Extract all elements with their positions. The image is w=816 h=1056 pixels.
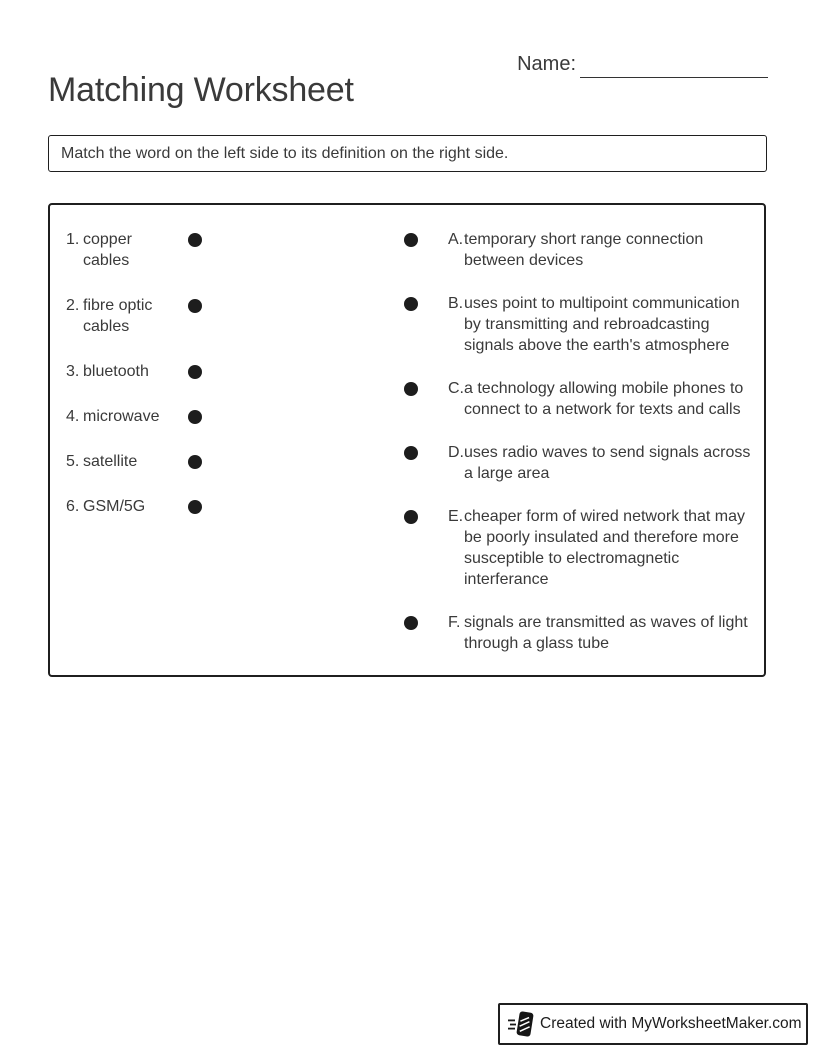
- word-text: copper cables: [83, 231, 132, 269]
- word-item: [66, 451, 202, 472]
- name-blank-line: [580, 52, 768, 78]
- definition-match-dot[interactable]: [404, 510, 418, 524]
- definition-letter: B.: [448, 295, 464, 312]
- definition-text: cheaper form of wired network that may be poorly insulated and therefore more susceptible to electromagnetic interferance: [464, 508, 746, 588]
- definition-match-dot[interactable]: [404, 233, 418, 247]
- footer-credit-box: [498, 1003, 808, 1045]
- word-text: satellite: [83, 453, 138, 470]
- matching-area: [48, 203, 766, 677]
- definition-text: temporary short range connection between devices: [464, 231, 704, 269]
- definition-text: uses radio waves to send signals across a large area: [464, 444, 751, 482]
- definition-letter: E.: [448, 508, 464, 525]
- definition-text: uses point to multipoint communication by transmitting and rebroadcasting signals above the earth's atmosphere: [464, 295, 740, 354]
- footer-credit-link[interactable]: Created with MyWorksheetMaker.com: [540, 1015, 802, 1032]
- instructions-box: [48, 135, 767, 172]
- definition-item: [404, 378, 764, 420]
- word-number: 3.: [66, 363, 80, 380]
- word-number: 2.: [66, 297, 80, 314]
- definition-item: [404, 506, 764, 590]
- word-number: 5.: [66, 453, 80, 470]
- definition-text: a technology allowing mobile phones to connect to a network for texts and calls: [464, 380, 744, 418]
- word-item: [66, 361, 202, 382]
- word-text: bluetooth: [83, 363, 149, 380]
- definition-item: [404, 612, 764, 654]
- word-number: 6.: [66, 498, 80, 515]
- definition-item: [404, 442, 764, 484]
- definition-letter: A.: [448, 231, 464, 248]
- word-number: 1.: [66, 231, 80, 248]
- word-match-dot[interactable]: [188, 299, 202, 313]
- definitions-column: [404, 229, 764, 676]
- name-label: Name:: [517, 53, 576, 75]
- definition-letter: D.: [448, 444, 464, 461]
- word-item: [66, 295, 202, 337]
- definition-letter: F.: [448, 614, 461, 631]
- instructions-text: Match the word on the left side to its definition on the right side.: [61, 144, 509, 162]
- word-match-dot[interactable]: [188, 455, 202, 469]
- words-column: [66, 229, 404, 541]
- word-match-dot[interactable]: [188, 410, 202, 424]
- word-item: [66, 496, 202, 517]
- definition-match-dot[interactable]: [404, 382, 418, 396]
- worksheet-maker-logo-icon: [508, 1009, 534, 1039]
- word-text: GSM/5G: [83, 498, 146, 515]
- name-field: [517, 50, 768, 78]
- word-text: fibre optic cables: [83, 297, 153, 335]
- definition-item: [404, 293, 764, 356]
- word-item: [66, 229, 202, 271]
- word-number: 4.: [66, 408, 80, 425]
- definition-match-dot[interactable]: [404, 616, 418, 630]
- definition-match-dot[interactable]: [404, 297, 418, 311]
- word-text: microwave: [83, 408, 160, 425]
- word-match-dot[interactable]: [188, 233, 202, 247]
- word-match-dot[interactable]: [188, 500, 202, 514]
- word-item: [66, 406, 202, 427]
- word-match-dot[interactable]: [188, 365, 202, 379]
- definition-text: signals are transmitted as waves of light through a glass tube: [464, 614, 748, 652]
- definition-item: [404, 229, 764, 271]
- definition-letter: C.: [448, 380, 464, 397]
- definition-match-dot[interactable]: [404, 446, 418, 460]
- page-title: Matching Worksheet: [48, 70, 354, 109]
